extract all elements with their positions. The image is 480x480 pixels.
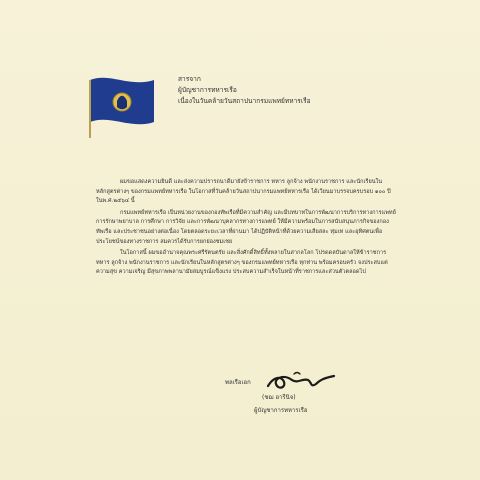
letter-header	[178, 74, 311, 107]
header-line-2: ผู้บัญชาการทหารเรือ	[178, 86, 237, 94]
body-paragraph-3: ในโอกาสนี้ ผมขออำนาจคุณพระศรีรัตนตรัย และสิ่งศักดิ์สิทธิ์ทั้งหลายในสากลโลก โปรดดลบันดาลให้ข้าราชการ ทหาร ลูกจ้าง พนักงานราชการ และนักเรียนในหลักสูตรต่างๆ ของกรมแพทย์ทหารเรือ ทุกท่าน พร้อมครอบครัว จงประสบแต่ความสุข ความเจริญ มีสุขภาพพลานามัยสมบูรณ์แข็งแรง ประสบความสำเร็จในหน้าที่ราชการและส่วนตัวตลอดไป	[96, 250, 388, 276]
header-line-3: เนื่องในวันคล้ายวันสถาปนากรมแพทย์ทหารเรือ	[178, 97, 311, 105]
navy-flag-icon	[82, 70, 164, 140]
letter-body	[96, 178, 396, 280]
signature-position: ผู้บัญชาการทหารเรือ	[254, 407, 308, 414]
header-line-1: สารจาก	[178, 75, 201, 83]
signature-rank: พลเรือเอก	[225, 379, 251, 386]
handwritten-signature	[264, 368, 342, 394]
body-paragraph-1: ผมขอแสดงความยินดี และส่งความปรารถนาดีมายังข้าราชการ ทหาร ลูกจ้าง พนักงานราชการ และนักเรียนในหลักสูตรต่างๆ ของกรมแพทย์ทหารเรือ ในโอกาสที่วันคล้ายวันสถาปนากรมแพทย์ทหารเรือ ได้เวียนมาบรรจบครบรอบ ๑๐๐ ปี ในพ.ศ.๒๕๖๔ นี้	[96, 179, 391, 205]
signature-name: (ชฌ อารีนิจ)	[262, 394, 296, 401]
body-paragraph-2: กรมแพทย์ทหารเรือ เป็นหน่วยงานของกองทัพเรือที่มีความสำคัญ และมีบทบาทในการพัฒนาการบริการทางการแพทย์ การรักษาพยาบาล การศึกษา การวิจัย และการพัฒนาบุคลากรทางการแพทย์ ให้มีความพร้อมในการสนับสนุนภารกิจของกองทัพเรือ และประชาชนอย่างต่อเนื่อง โดยตลอดระยะเวลาที่ผ่านมา ได้ปฏิบัติหน้าที่ด้วยความเสียสละ ทุ่มเท และอุทิศตนเพื่อประโยชน์ของทางราชการ สมควรได้รับการยกย่องชมเชย	[96, 209, 396, 245]
